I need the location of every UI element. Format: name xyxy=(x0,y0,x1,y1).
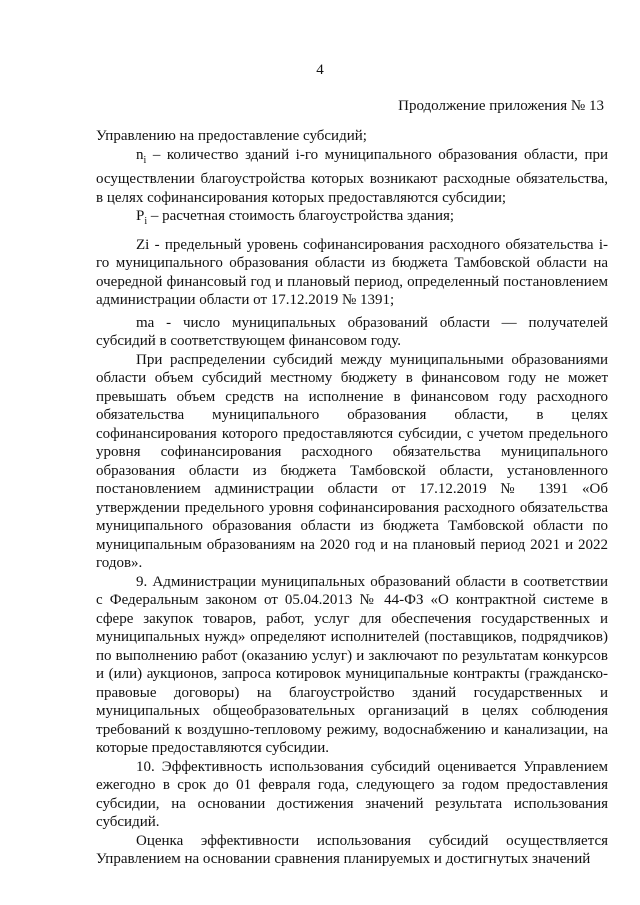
paragraph xyxy=(96,146,608,208)
paragraph: 10. Эффективность использования субсидий оценивается Управлением ежегодно в срок до 01 февраля года, следующего за годом предоставления субсидии, на основании достижения значений результата использования субсидий. xyxy=(96,758,608,830)
formula-symbol: n xyxy=(136,146,144,163)
paragraph: Оценка эффективности использования субсидий осуществляется Управлением на основании сравнения планируемых и достигнутых значений xyxy=(96,832,608,867)
formula-subscript: i xyxy=(144,216,148,227)
document-body xyxy=(96,127,608,869)
paragraph: 9. Администрации муниципальных образований области в соответствии с Федеральным законом от 05.04.2013 № 44-ФЗ «О контрактной системе в сфере закупок товаров, работ, услуг для обеспечения государственных и муниципальных нужд» определяют исполнителей (поставщиков, подрядчиков) по выполнению работ (оказанию услуг) и заключают по результатам конкурсов и (или) аукционов, запроса котировок муниципальные контракты (гражданско-правовые договоры) на благоустройство зданий государственных и муниципальных общеобразовательных организаций в целях соблюдения требований к воздушно-тепловому режиму, водоснабжению и канализации, на которые предоставляются субсидии. xyxy=(96,573,608,756)
formula-symbol: P xyxy=(136,208,145,224)
paragraph-text: – количество зданий i-го муниципального образования области, при осуществлении благоустройства которых возникают расходные обязательства, в целях софинансирования которых предоставляются субсидии; xyxy=(96,146,608,206)
page-number: 4 xyxy=(316,62,324,78)
paragraph: ma - число муниципальных образований области — получателей субсидий в соответствующем финансовом году. xyxy=(96,314,608,349)
paragraph: Управлению на предоставление субсидий; xyxy=(96,128,367,144)
paragraph: При распределении субсидий между муниципальными образованиями области объем субсидий местному бюджету в финансовом году не может превышать объем средств на исполнение в финансовом году расходного обязательства муниципального образования области, в целях софинансирования которого предоставляются субсидии, с учетом предельного уровня софинансирования расходного обязательства муниципального образования области из бюджета Тамбовской области, установленного постановлением администрации области от 17.12.2019 № 1391 «Об утверждении предельного уровня софинансирования расходного обязательства муниципального образования области из бюджета Тамбовской области по муниципальным образованиям на 2020 год и на плановый период 2021 и 2022 годов». xyxy=(96,351,608,571)
paragraph xyxy=(96,207,608,232)
paragraph: Zi - предельный уровень софинансирования расходного обязательства i-го муниципального образования области из бюджета Тамбовской области на очередной финансовый год и плановый период, определенный постановлением администрации области от 17.12.2019 № 1391; xyxy=(96,236,608,308)
appendix-continuation-label: Продолжение приложения № 13 xyxy=(398,98,604,114)
paragraph-text: – расчетная стоимость благоустройства здания; xyxy=(147,208,455,224)
formula-subscript: i xyxy=(143,154,147,166)
